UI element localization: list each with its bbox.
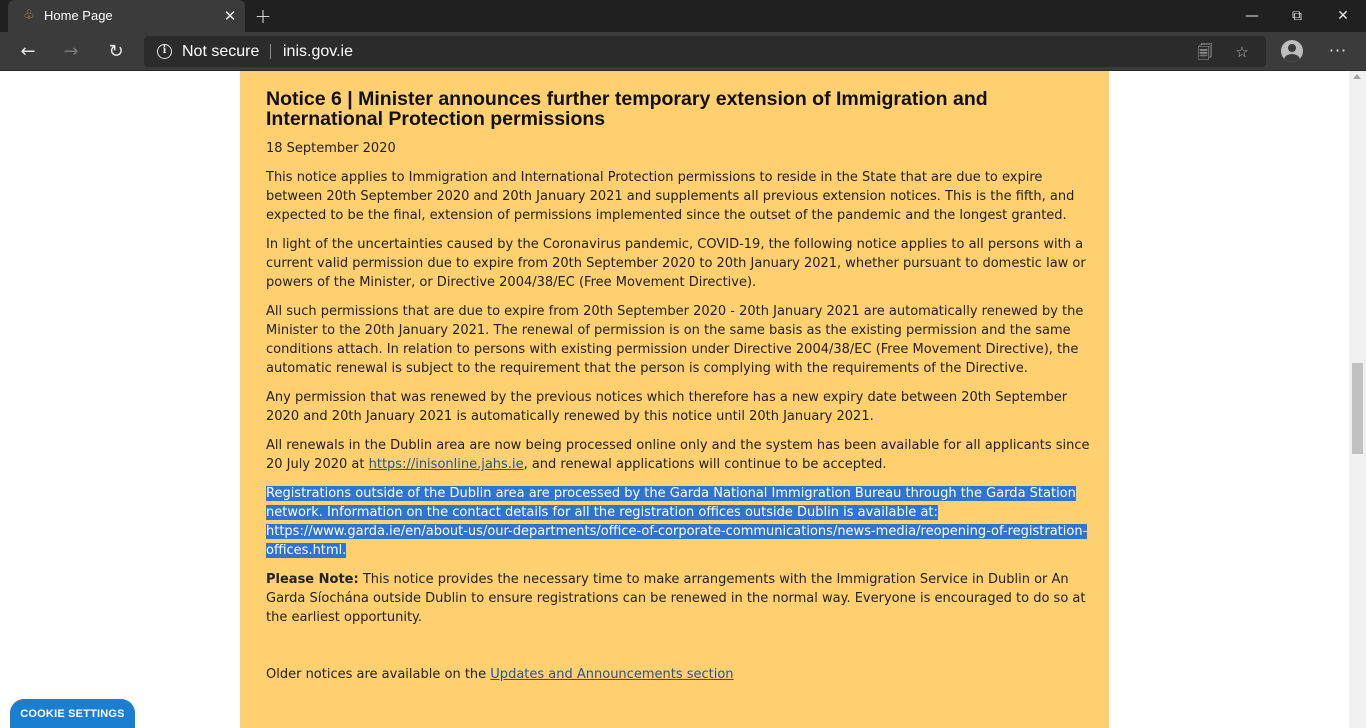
notice-title: Notice 6 | Minister announces further temporary extension of Immigration and International Protection permissions	[266, 88, 988, 130]
more-menu-icon[interactable]: ···	[1328, 41, 1348, 60]
notice-paragraph: This notice applies to Immigration and International Protection permissions to reside in the State that are due to expire between 20th September 2020 and 20th January 2021 and supplements all previous extension notices. This is the fifth, and expected to be the final, extension of permissions implemented since the outset of the pandemic and the longest granted.	[266, 170, 1075, 223]
cookie-settings-button[interactable]: COOKIE SETTINGS	[10, 699, 135, 728]
navigation-bar	[0, 32, 1366, 71]
scroll-thumb[interactable]	[1352, 363, 1363, 454]
page-viewport	[0, 71, 1349, 728]
security-label[interactable]: Not secure	[182, 43, 260, 60]
harp-favicon-icon: ♧	[23, 8, 35, 23]
url-text[interactable]: inis.gov.ie	[283, 43, 353, 60]
tab-bar	[0, 0, 1366, 32]
please-note-label: Please Note:	[266, 572, 359, 587]
please-note-text: This notice provides the necessary time to make arrangements with the Immigration Service in Dublin or An Garda Síochána outside Dublin to ensure registrations can be renewed in the normal way. Everyone is encouraged to do so at the earliest opportunity.	[266, 572, 1086, 625]
scroll-up-arrow-icon[interactable]	[1353, 74, 1361, 79]
forward-arrow-icon[interactable]: →	[63, 41, 79, 62]
please-note-paragraph	[266, 570, 1102, 627]
notice-content	[266, 89, 1102, 694]
notice-date: 18 September 2020	[266, 141, 396, 156]
refresh-icon[interactable]: ↻	[108, 41, 124, 62]
vertical-scrollbar[interactable]	[1349, 71, 1366, 728]
paragraph-text: All renewals in the Dublin area are now being processed online only and the system has been available for all applicants since 20 July 2020 at	[266, 438, 1090, 472]
address-bar[interactable]	[144, 36, 1266, 67]
selected-text: Registrations outside of the Dublin area are processed by the Garda National Immigration Bureau through the Garda Station network. Information on the contact details for all the registration offices outside Dublin is available at: https://www.garda.ie/en/about-us/our-departments/office-of-corporate-communications/news-media/reopening-of-registration-offices.html.	[266, 486, 1088, 558]
inisonline-link[interactable]: https://inisonline.jahs.ie	[368, 457, 524, 472]
notice-paragraph	[266, 484, 1102, 560]
paragraph-text: , and renewal applications will continue to be accepted.	[523, 457, 887, 472]
notice-paragraph: In light of the uncertainties caused by the Coronavirus pandemic, COVID-19, the following notice applies to all persons with a current valid permission due to expire from 20th September 2020 to 20th January 2021, whether pursuant to domestic law or powers of the Minister, or Directive 2004/38/EC (Free Movement Directive).	[266, 237, 1086, 290]
favorite-star-icon[interactable]: ☆	[1235, 43, 1249, 61]
profile-avatar-icon[interactable]	[1281, 40, 1303, 62]
older-notices-text: Older notices are available on the	[266, 667, 491, 682]
notice-paragraph	[266, 436, 1102, 474]
older-notices-paragraph	[266, 665, 1102, 684]
browser-tab[interactable]	[8, 0, 245, 32]
address-separator	[270, 44, 271, 59]
updates-announcements-link[interactable]: Updates and Announcements section	[490, 667, 734, 682]
notice-paragraph: Any permission that was renewed by the previous notices which therefore has a new expiry date between 20th September 2020 and 20th January 2021 is automatically renewed by this notice until 20th January 2021.	[266, 390, 1068, 424]
back-arrow-icon[interactable]: ←	[20, 41, 36, 62]
notice-paragraph: All such permissions that are due to expire from 20th September 2020 - 20th January 2021 are automatically renewed by the Minister to the 20th January 2021. The renewal of permission is on the same basis as the existing permission and the same conditions attach. In relation to persons with existing permission under Directive 2004/38/EC (Free Movement Directive), the automatic renewal is subject to the requirement that the person is complying with the requirements of the Directive.	[266, 304, 1084, 376]
notice-panel	[240, 71, 1109, 728]
info-icon[interactable]: i	[157, 44, 172, 59]
restore-icon[interactable]: ⧉	[1292, 8, 1302, 24]
window-close-icon[interactable]: ✕	[1337, 8, 1349, 24]
close-icon[interactable]: ✕	[223, 7, 237, 25]
tab-title: Home Page	[44, 8, 113, 23]
read-aloud-icon[interactable]: 🗐	[1197, 43, 1213, 61]
plus-icon[interactable]: +	[254, 4, 272, 28]
minimize-icon[interactable]: —	[1245, 8, 1259, 24]
